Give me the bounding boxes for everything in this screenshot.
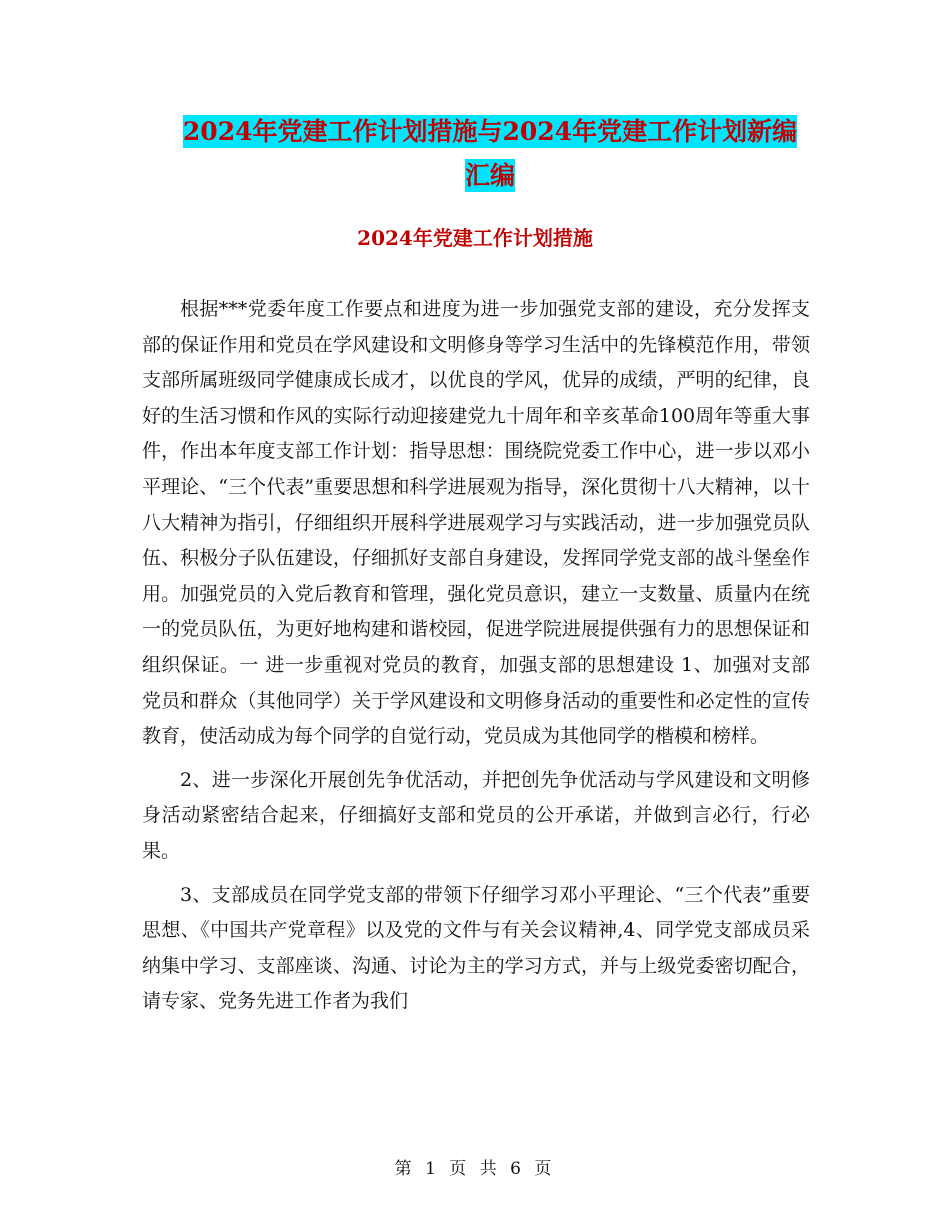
title-line-1: 2024年党建工作计划措施与2024年党建工作计划新编 [182, 117, 798, 146]
paragraph: 2、进一步深化开展创先争优活动，并把创先争优活动与学风建设和文明修身活动紧密结合起来，仔细搞好支部和党员的公开承诺，并做到言必行，行必果。 [142, 768, 810, 862]
page-footer: 第 1 页 共 6 页 [394, 1159, 556, 1179]
paragraph: 根据***党委年度工作要点和进度为进一步加强党支部的建设，充分发挥支部的保证作用和党员在学风建设和文明修身等学习生活中的先锋模范作用，带领支部所属班级同学健康成长成才，以优良的学风，优异的成绩，严明的纪律，良好的生活习惯和作风的实际行动迎接建党九十周年和辛亥革命100周年等重大事件，作出本年度支部工作计划：指导思想：围绕院党委工作中心，进一步以邓小平理论、“三个代表”重要思想和科学进展观为指导，深化贯彻十八大精神，以十八大精神为指引，仔细组织开展科学进展观学习与实践活动，进一步加强党员队伍、积极分子队伍建设，仔细抓好支部自身建设，发挥同学党支部的战斗堡垒作用。加强党员的入党后教育和管理，强化党员意识，建立一支数量、质量内在统一的党员队伍，为更好地构建和谐校园，促进学院进展提供强有力的思想保证和组织保证。一 进一步重视对党员的教育，加强支部的思想建设 1、加强对支部党员和群众（其他同学）关于学风建设和文明修身活动的重要性和必定性的宣传教育，使活动成为每个同学的自觉行动，党员成为其他同学的楷模和榜样。 [142, 298, 810, 748]
paragraph: 3、支部成员在同学党支部的带领下仔细学习邓小平理论、“三个代表”重要思想、《中国共产党章程》以及党的文件与有关会议精神,4、同学党支部成员采纳集中学习、支部座谈、沟通、讨论为主的学习方式，并与上级党委密切配合，请专家、党务先进工作者为我们 [142, 883, 810, 1013]
title-line-2: 汇编 [464, 161, 515, 190]
section-heading: 2024年党建工作计划措施 [357, 226, 593, 250]
document-body [142, 292, 810, 1028]
document-title [140, 110, 840, 198]
